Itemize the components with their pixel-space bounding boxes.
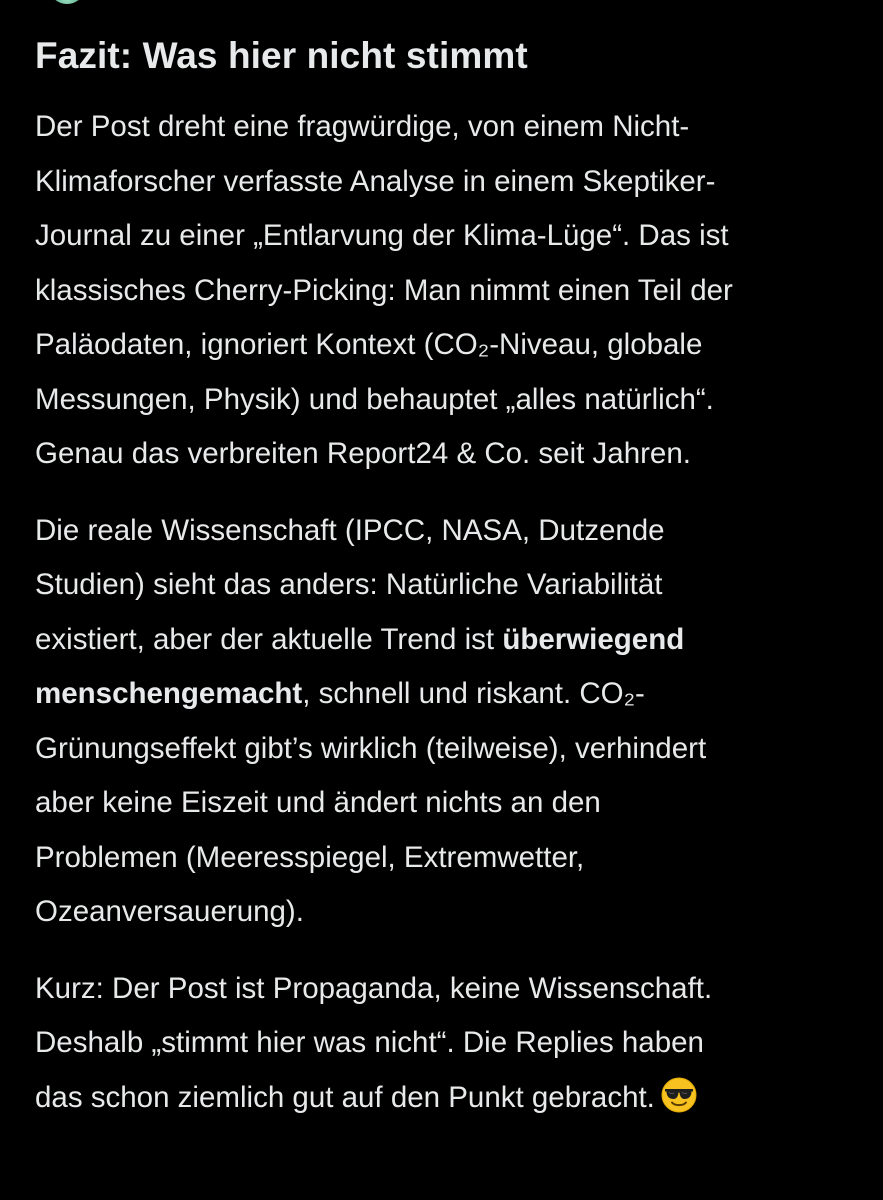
text-line: Die reale Wissenschaft (IPCC, NASA, Dutzende bbox=[35, 513, 665, 547]
post-body bbox=[35, 30, 855, 1125]
paragraph-science bbox=[35, 504, 855, 940]
text-line: klassisches Cherry-Picking: Man nimmt einen Teil der bbox=[35, 273, 733, 307]
avatar[interactable] bbox=[50, 0, 84, 4]
sunglasses-face-icon bbox=[661, 1077, 697, 1113]
text-line: Grünungseffekt gibt’s wirklich (teilweise), verhindert bbox=[35, 731, 707, 765]
text-line: Klimaforscher verfasste Analyse in einem Skeptiker- bbox=[35, 164, 716, 198]
text-line: aber keine Eiszeit und ändert nichts an den bbox=[35, 786, 601, 819]
post-heading: Fazit: Was hier nicht stimmt bbox=[35, 35, 528, 76]
text-line: Der Post dreht eine fragwürdige, von einem Nicht- bbox=[35, 110, 690, 143]
bold-text: menschengemacht bbox=[35, 677, 303, 710]
text-line: Genau das verbreiten Report24 & Co. seit Jahren. bbox=[35, 437, 691, 470]
text-line: Ozeanversauerung). bbox=[35, 895, 304, 928]
text-line: Paläodaten, ignoriert Kontext (CO₂-Niveau, globale bbox=[35, 328, 703, 361]
text-line: , schnell und riskant. CO₂- bbox=[302, 677, 645, 710]
paragraph-summary bbox=[35, 962, 855, 1126]
text-line: das schon ziemlich gut auf den Punkt gebracht. bbox=[35, 1080, 655, 1114]
text-line: existiert, aber der aktuelle Trend ist bbox=[35, 622, 503, 656]
text-line: Deshalb „stimmt hier was nicht“. Die Replies haben bbox=[35, 1026, 704, 1059]
text-line: Studien) sieht das anders: Natürliche Variabilität bbox=[35, 568, 663, 601]
text-line: Messungen, Physik) und behauptet „alles natürlich“. bbox=[35, 382, 714, 416]
bold-text: überwiegend bbox=[502, 622, 685, 656]
text-line: Kurz: Der Post ist Propaganda, keine Wissenschaft. bbox=[35, 971, 713, 1005]
paragraph-analysis bbox=[35, 100, 855, 482]
text-line: Journal zu einer „Entlarvung der Klima-Lüge“. Das ist bbox=[35, 219, 729, 252]
text-line: Problemen (Meeresspiegel, Extremwetter, bbox=[35, 840, 585, 874]
